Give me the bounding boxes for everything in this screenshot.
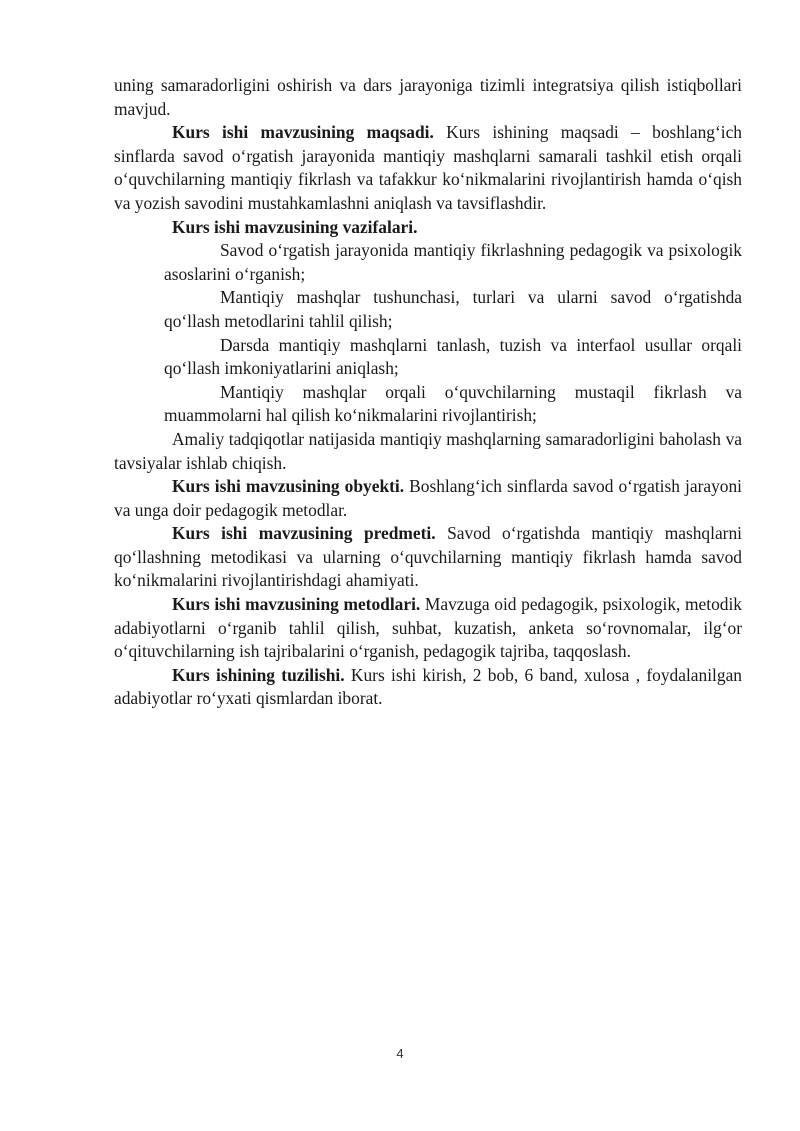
task-item: Mantiqiy mashqlar tushunchasi, turlari va ularni savod o‘rgatishda qo‘llash metodlarini tahlil qilish;: [164, 287, 742, 331]
structure-paragraph: [114, 664, 742, 711]
goal-text: Kurs ishining maqsadi – boshlang‘ich sinflarda savod o‘rgatish jarayonida mantiqiy mashqlarni samarali tashkil etish orqali o‘quvchilarning mantiqiy fikrlash va tafakkur ko‘nikmalarini rivojlantirish hamda o‘qish va yozish savodini mustahkamlashni aniqlash va tavsiflashdir.: [114, 122, 742, 213]
methods-heading: Kurs ishi mavzusining metodlari.: [172, 594, 421, 615]
goal-heading: Kurs ishi mavzusining maqsadi.: [172, 122, 434, 143]
goal-paragraph: [114, 121, 742, 215]
page-number: 4: [396, 1046, 404, 1061]
methods-paragraph: [114, 593, 742, 664]
practical-research-paragraph: Amaliy tadqiqotlar natijasida mantiqiy mashqlarning samaradorligini baholash va tavsiyalar ishlab chiqish.: [114, 428, 742, 473]
tasks-heading: Kurs ishi mavzusining vazifalari.: [172, 216, 418, 237]
subject-heading: Kurs ishi mavzusining predmeti.: [172, 523, 436, 544]
object-heading: Kurs ishi mavzusining obyekti.: [172, 476, 405, 497]
intro-paragraph: uning samaradorligini oshirish va dars jarayoniga tizimli integratsiya qilish istiqbollari mavjud.: [114, 75, 742, 119]
page-content: [114, 74, 742, 711]
task-item: Savod o‘rgatish jarayonida mantiqiy fikrlashning pedagogik va psixologik asoslarini o‘rganish;: [164, 240, 742, 284]
structure-heading: Kurs ishining tuzilishi.: [172, 664, 345, 685]
task-item: Mantiqiy mashqlar orqali o‘quvchilarning mustaqil fikrlash va muammolarni hal qilish ko‘nikmalarini rivojlantirish;: [164, 381, 742, 426]
object-text: Boshlang‘ich sinflarda savod o‘rgatish jarayoni va unga doir pedagogik metodlar.: [114, 476, 742, 520]
subject-text: Savod o‘rgatishda mantiqiy mashqlarni qo‘llashning metodikasi va ularning o‘quvchilarning mantiqiy fikrlash hamda savod ko‘nikmalarini rivojlantirishdagi ahamiyati.: [114, 523, 742, 591]
subject-paragraph: [114, 522, 742, 593]
object-paragraph: [114, 475, 742, 522]
methods-text: Mavzuga oid pedagogik, psixologik, metodik adabiyotlarni o‘rganib tahlil qilish, suhbat, kuzatish, anketa so‘rovnomalar, ilg‘or o‘qituvchilarning ish tajribalarini o‘rganish, pedagogik tajriba, taqqoslash.: [114, 594, 743, 662]
structure-text: Kurs ishi kirish, 2 bob, 6 band, xulosa , foydalanilgan adabiyotlar ro‘yxati qismlardan iborat.: [114, 664, 742, 709]
tasks-heading-paragraph: [114, 216, 742, 240]
task-item: Darsda mantiqiy mashqlarni tanlash, tuzish va interfaol usullar orqali qo‘llash imkoniyatlarini aniqlash;: [164, 334, 742, 379]
